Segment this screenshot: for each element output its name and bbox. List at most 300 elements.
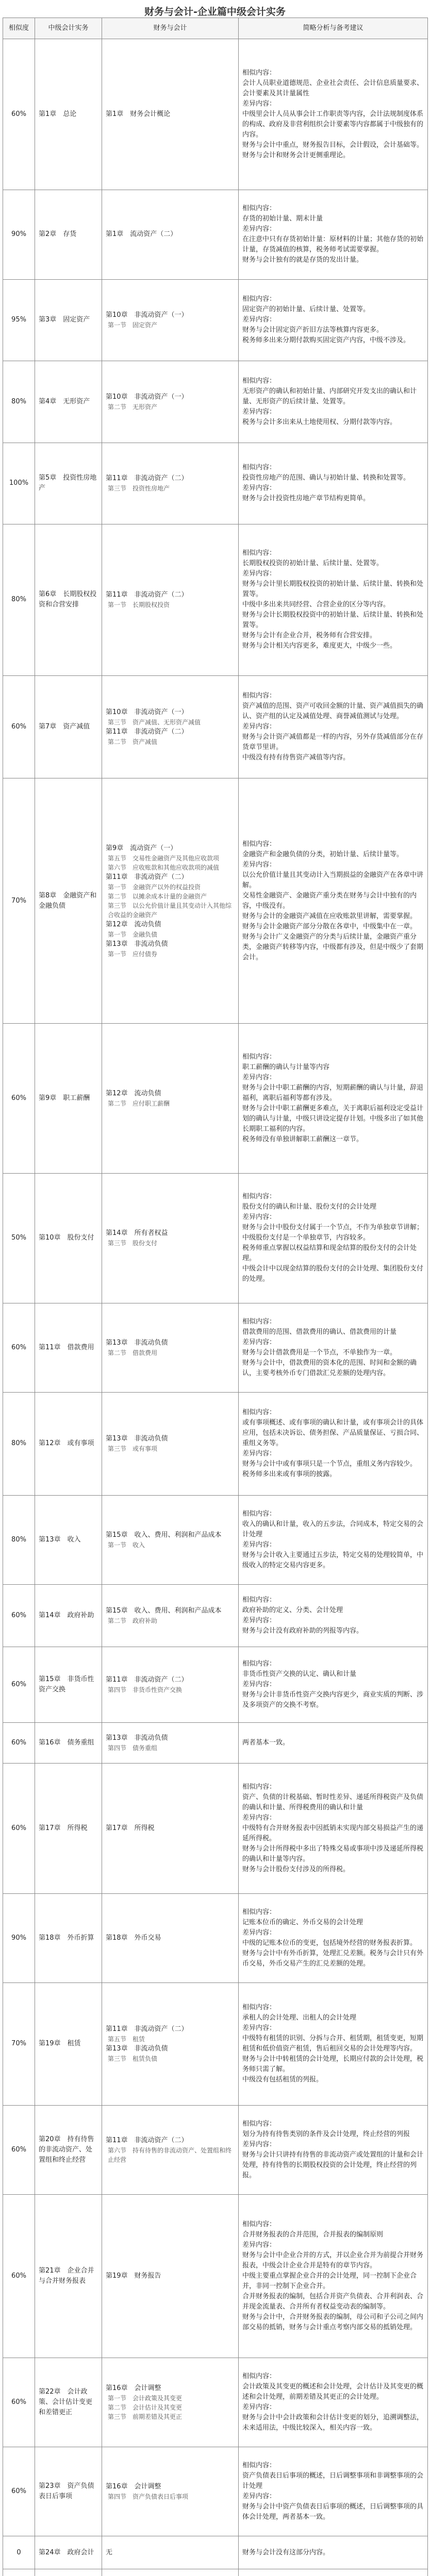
analysis-cell bbox=[239, 1023, 428, 1173]
finance-chapter-line: 第15章 收入、费用、利润和产品成本 bbox=[106, 1607, 222, 1615]
analysis-line: 财务与会计中会计政策和会计估计变更的划分，追溯调整法，未来适用法，中级比较深入，相关内容一致。 bbox=[242, 2414, 424, 2432]
page-title: 财务与会计-企业篇中级会计实务 bbox=[144, 6, 286, 18]
analysis-line: 相似内容： bbox=[242, 2221, 276, 2229]
finance-chapter-line: 第二节 以摊余成本计量的金融资产 bbox=[108, 892, 207, 900]
analysis-line: 差异内容： bbox=[242, 225, 276, 233]
finance-chapter-cell bbox=[102, 778, 239, 1024]
finance-chapter-line: 第二节 应付职工薪酬 bbox=[108, 1099, 170, 1107]
finance-chapter-cell bbox=[102, 1023, 239, 1173]
analysis-line: 相似内容： bbox=[242, 2462, 276, 2470]
finance-chapter-line: 第二节 资产减值 bbox=[108, 738, 158, 745]
analysis-line: 相似内容： bbox=[242, 1053, 276, 1061]
analysis-line: 财务与会计中企业合并的方式，并以企业合并为前提合并财务报表，中级会计企业合并是特有的章节内容。 bbox=[242, 2251, 424, 2270]
similarity-cell: 50% bbox=[3, 1173, 35, 1303]
analysis-line: 中级没有持有待售资产减值等内容。 bbox=[242, 753, 350, 761]
chapter-cell: 第13章 收入 bbox=[35, 1495, 102, 1584]
analysis-cell bbox=[239, 361, 428, 443]
analysis-line: 税务师多出来分期付款购买固定资产内容，中级不涉及。 bbox=[242, 336, 410, 345]
analysis-line: 财务与会计只讲持有待售的非流动资产或处置组的计量和会计处理，持有待售的长期股权投资的会计处理，终止经营的列报。 bbox=[242, 2150, 424, 2179]
analysis-line: 相似内容： bbox=[242, 1908, 276, 1916]
finance-chapter-line: 第13章 非流动负债 bbox=[106, 940, 168, 948]
analysis-line: 税务师重点掌握以权益结算和现金结算的股份支付的会计处理。 bbox=[242, 1244, 417, 1263]
finance-chapter-line: 第10章 非流动资产（一） bbox=[106, 311, 188, 319]
analysis-line: 中级没有包括租赁的列报。 bbox=[242, 2076, 323, 2084]
finance-chapter-line: 第16章 会计调整 bbox=[106, 2483, 161, 2491]
finance-chapter-line: 第三节 或有事项 bbox=[108, 1445, 158, 1453]
table-row bbox=[3, 1303, 428, 1393]
finance-chapter-line: 第三节 租赁负债 bbox=[108, 2055, 158, 2063]
analysis-cell bbox=[239, 1764, 428, 1893]
analysis-line: 差异内容： bbox=[242, 1338, 276, 1347]
similarity-cell: 60% bbox=[3, 1303, 35, 1393]
analysis-line: 相似内容： bbox=[242, 1318, 276, 1326]
analysis-line: 相似内容： bbox=[242, 1783, 276, 1791]
similarity-cell: 60% bbox=[3, 2194, 35, 2358]
analysis-line: 财务与会计股份支付涉及的所得税。 bbox=[242, 1866, 350, 1874]
analysis-line: 财务与会计固定资产折旧方法等核算内容更多。 bbox=[242, 326, 384, 334]
analysis-line: 财务与会计投资性房地产章节结构更简单。 bbox=[242, 495, 370, 503]
finance-chapter-line: 第11章 非流动资产（二） bbox=[106, 727, 188, 736]
analysis-line: 中级的记账本位币的变更，包括境外经营的财务报表折算。 bbox=[242, 1939, 417, 1947]
analysis-line: 财务与会计资产减值都是一样的内容，另外存货减值部分在存货章节里讲。 bbox=[242, 733, 424, 751]
table-body bbox=[3, 39, 428, 2576]
finance-chapter-line: 第9章 流动资产（一） bbox=[106, 844, 177, 852]
analysis-cell bbox=[239, 2358, 428, 2447]
analysis-line: 差异内容： bbox=[242, 570, 276, 578]
table-row bbox=[3, 1495, 428, 1584]
chapter-cell: 第15章 非货币性资产交换 bbox=[35, 1647, 102, 1723]
finance-chapter-line: 第13章 非流动负债 bbox=[106, 2045, 168, 2053]
analysis-line: 差异内容： bbox=[242, 2241, 276, 2249]
analysis-line: 财务与会计中职工薪酬的内容，短期薪酬的确认与计量，辞退福利，离职后福利等都有涉及。 bbox=[242, 1083, 424, 1102]
analysis-line: 财务与会计中，合并财务报表的编制，母公司和子公司之间内部交易的抵销，财务与会计重点考察内部交易的抵销处理。 bbox=[242, 2313, 424, 2332]
finance-chapter-line: 第19章 财务报告 bbox=[106, 2272, 161, 2280]
analysis-line: 财务与会计和财务会计更侧重理论。 bbox=[242, 151, 350, 160]
finance-chapter-line: 第13章 非流动负债 bbox=[106, 1435, 168, 1443]
analysis-cell bbox=[239, 39, 428, 190]
analysis-line: 两者基本一致。 bbox=[242, 1739, 290, 1747]
analysis-line: 财务与会计中重点，财务报告目标，会计假设，会计基础等。 bbox=[242, 141, 424, 149]
finance-chapter-line: 第一节 长期股权投资 bbox=[108, 601, 170, 609]
analysis-line: 相似内容： bbox=[242, 1193, 276, 1201]
analysis-line: 差异内容： bbox=[242, 1450, 276, 1458]
finance-chapter-line: 第三节 以公允价值计量且其变动计入其他综合收益的金融资产 bbox=[108, 902, 232, 919]
header-analysis: 简略分析与备考建议 bbox=[239, 18, 428, 39]
analysis-line: 资产负债表日后事项的概述，日后调整事项和非调整事项的会计处理 bbox=[242, 2472, 424, 2490]
analysis-line: 相似内容： bbox=[242, 2372, 276, 2381]
analysis-line: 差异内容： bbox=[242, 100, 276, 108]
table-row bbox=[3, 190, 428, 279]
finance-chapter-cell bbox=[102, 2536, 239, 2569]
analysis-line: 财务与会计中职工薪酬更多难点，关于离职后福利设定受益计划的确认与计量，中级只讲设定提存计划。中级多出了如其他长期职工福利的内容。 bbox=[242, 1104, 424, 1133]
analysis-line: 财务与会计中或有事项只是一个节点，重组义务内容较少。 bbox=[242, 1460, 417, 1468]
analysis-line: 税务师多出来或有事项的披露。 bbox=[242, 1470, 337, 1479]
similarity-cell: 60% bbox=[3, 1647, 35, 1723]
comparison-table bbox=[3, 18, 428, 2576]
analysis-line: 财务与会计有企业合并，税务师有合营安排。 bbox=[242, 632, 377, 640]
similarity-cell: 60% bbox=[3, 1723, 35, 1764]
chapter-cell: 第23章 资产负债表日后事项 bbox=[35, 2447, 102, 2536]
table-row bbox=[3, 524, 428, 675]
analysis-cell bbox=[239, 1393, 428, 1496]
finance-chapter-line: 第六节 持有待售的非流动资产、处置组和终止经营 bbox=[108, 2146, 232, 2163]
analysis-line: 财务与会计没有政府补助的列报等内容。 bbox=[242, 1627, 363, 1635]
analysis-cell bbox=[239, 524, 428, 675]
analysis-line: 差异内容： bbox=[242, 722, 276, 731]
analysis-line: 差异内容： bbox=[242, 1928, 276, 1937]
analysis-cell bbox=[239, 2105, 428, 2194]
analysis-line: 无形资产的确认和初始计量、内部研究开发支出的确认和计量、无形资产的后续计量、处置等。 bbox=[242, 387, 417, 405]
analysis-cell bbox=[239, 443, 428, 524]
analysis-line: 差异内容： bbox=[242, 408, 276, 416]
analysis-line: 差异内容： bbox=[242, 484, 276, 493]
analysis-cell bbox=[239, 1303, 428, 1393]
analysis-line: 相似内容： bbox=[242, 205, 276, 213]
analysis-line: 相似内容： bbox=[242, 1409, 276, 1417]
similarity-cell: 80% bbox=[3, 1495, 35, 1584]
finance-chapter-line: 第一节 会计政策及其变更 bbox=[108, 2395, 183, 2402]
analysis-line: 长期股权投资的初始计量、后续计量、处置等。 bbox=[242, 560, 384, 568]
analysis-line: 或有事项概述、或有事项的确认和计量，或有事项会计的具体应用，包括未决诉讼、债务担保、产品质量保证、亏损合同、重组义务等。 bbox=[242, 1419, 424, 1448]
finance-chapter-line: 第二节 会计估计及其变更 bbox=[108, 2404, 183, 2412]
analysis-line: 差异内容： bbox=[242, 1814, 276, 1822]
analysis-cell bbox=[239, 279, 428, 361]
analysis-line: 收入的确认和计量，收入的五步法，合同成本，特定交易的会计处理 bbox=[242, 1520, 424, 1538]
analysis-line: 财务与会计中转租赁的会计处理，长期应付款的会计处理，税务师只需了解。 bbox=[242, 2055, 424, 2074]
chapter-cell bbox=[35, 2569, 102, 2576]
table-header-row bbox=[3, 18, 428, 39]
finance-chapter-cell bbox=[102, 1723, 239, 1764]
analysis-cell bbox=[239, 1173, 428, 1303]
finance-chapter-line: 第11章 非流动资产（二） bbox=[106, 2025, 188, 2033]
table-row bbox=[3, 1982, 428, 2105]
finance-chapter-line: 第二节 借款费用 bbox=[108, 1349, 158, 1357]
analysis-line: 相似内容： bbox=[242, 295, 276, 303]
chapter-cell: 第14章 政府补助 bbox=[35, 1584, 102, 1647]
finance-chapter-line: 第18章 外币交易 bbox=[106, 1934, 161, 1942]
finance-chapter-line: 第11章 非流动资产（二） bbox=[106, 591, 188, 599]
table-row bbox=[3, 361, 428, 443]
similarity-cell: 100% bbox=[3, 443, 35, 524]
analysis-line: 在注意中只有存货初始计量：原材料的计量；其他存货的初始计量，存货减值的核算，税务师考试需要掌握。 bbox=[242, 235, 424, 254]
finance-chapter-line: 第13章 非流动负债 bbox=[106, 1339, 168, 1347]
finance-chapter-line: 第17章 所得税 bbox=[106, 1824, 155, 1833]
analysis-line: 相似内容： bbox=[242, 464, 276, 472]
finance-chapter-line: 无 bbox=[106, 2548, 113, 2556]
analysis-line: 差异内容： bbox=[242, 1681, 276, 1689]
similarity-cell: 60% bbox=[3, 2105, 35, 2194]
analysis-cell bbox=[239, 1723, 428, 1764]
finance-chapter-cell bbox=[102, 2105, 239, 2194]
table-row bbox=[3, 2536, 428, 2569]
finance-chapter-cell bbox=[102, 1982, 239, 2105]
chapter-cell: 第3章 固定资产 bbox=[35, 279, 102, 361]
analysis-line: 差异内容： bbox=[242, 1213, 276, 1222]
table-row bbox=[3, 1393, 428, 1496]
analysis-line: 财务与会计非货币性资产交换内容更少，商业实质的判断、涉及多项资产的交换不考察。 bbox=[242, 1691, 424, 1709]
finance-chapter-line: 第一节 金融资产以外的权益投资 bbox=[108, 883, 201, 891]
analysis-line: 财务与会计里长期股权投资的初始计量、后续计量、转换和处置等。 bbox=[242, 580, 424, 599]
analysis-cell bbox=[239, 2447, 428, 2536]
analysis-line: 非货币性资产交换的认定、确认和计量 bbox=[242, 1670, 357, 1679]
similarity-cell: 80% bbox=[3, 1393, 35, 1496]
finance-chapter-cell bbox=[102, 1303, 239, 1393]
similarity-cell: 80% bbox=[3, 361, 35, 443]
analysis-line: 中级特有租赁的识别、分拆与合并、租赁期，租赁变更，短期租赁和低价值资产租赁，售后租回交易的会计处理等内容。 bbox=[242, 2035, 424, 2053]
analysis-line: 交易性金融资产、金融资产重分类在财务与会计中独有的内容，中级没有。 bbox=[242, 891, 417, 910]
analysis-line: 股份支付的确认和计量、股份支付的会计处理 bbox=[242, 1203, 377, 1211]
similarity-cell: 60% bbox=[3, 1764, 35, 1893]
finance-chapter-cell bbox=[102, 524, 239, 675]
analysis-line: 财务与会计中，借款费用的资本化的范围、时间和金额的确认，主要考核外币专门借款汇兑差额的处理内容。 bbox=[242, 1359, 417, 1378]
finance-chapter-cell bbox=[102, 2447, 239, 2536]
table-row bbox=[3, 675, 428, 778]
chapter-cell: 第18章 外币折算 bbox=[35, 1893, 102, 1982]
finance-chapter-cell bbox=[102, 190, 239, 279]
similarity-cell: 70% bbox=[3, 1982, 35, 2105]
analysis-line: 财务与会计收入主要通过五步法，特定交易的处理较简单，中级收入的特定交易内容更多。 bbox=[242, 1551, 424, 1569]
finance-chapter-line: 第一节 金融负债 bbox=[108, 930, 158, 938]
analysis-line: 资产、负债的计税基础、暂时性差异、递延所得税资产及负债的确认和计量、所得税费用的确认和计量 bbox=[242, 1793, 424, 1812]
analysis-line: 财务与会计中股份支付属于一个节点，不作为单独章节讲解；中级股份支付是一个单独章节，内容较多。 bbox=[242, 1224, 424, 1242]
similarity-cell: 80% bbox=[3, 524, 35, 675]
table-row bbox=[3, 1764, 428, 1893]
analysis-line: 相似内容： bbox=[242, 549, 276, 557]
chapter-cell: 第6章 长期股权投资和合营安排 bbox=[35, 524, 102, 675]
similarity-cell bbox=[3, 2569, 35, 2576]
finance-chapter-line: 第11章 非流动资产（二） bbox=[106, 873, 188, 881]
finance-chapter-line: 第12章 流动负债 bbox=[106, 920, 161, 928]
analysis-line: 承租人的会计处理、出租人的会计处理 bbox=[242, 2014, 357, 2022]
finance-chapter-line: 第三节 股份支付 bbox=[108, 1240, 158, 1247]
finance-chapter-line: 第16章 会计调整 bbox=[106, 2384, 161, 2393]
finance-chapter-line: 第14章 所有者权益 bbox=[106, 1229, 168, 1238]
similarity-cell: 0 bbox=[3, 2536, 35, 2569]
finance-chapter-line: 第三节 投资性房地产 bbox=[108, 485, 170, 493]
table-row bbox=[3, 2105, 428, 2194]
finance-chapter-line: 第四节 资产负债表日后事项 bbox=[108, 2493, 189, 2501]
analysis-line: 财务与会计借款费用是一个节点，不单独作为一章。 bbox=[242, 1349, 397, 1357]
analysis-line: 以公允价值计量且其变动计入当期损益的金融资产在各章中讲解。 bbox=[242, 871, 424, 889]
analysis-line: 差异内容： bbox=[242, 2024, 276, 2032]
chapter-cell: 第22章 会计政策、会计估计变更和差错更正 bbox=[35, 2358, 102, 2447]
finance-chapter-cell bbox=[102, 1495, 239, 1584]
analysis-cell bbox=[239, 2569, 428, 2576]
analysis-line: 相似内容： bbox=[242, 1660, 276, 1668]
analysis-line: 相似内容： bbox=[242, 691, 276, 700]
analysis-line: 固定资产的初始计量、后续计量、处置等。 bbox=[242, 306, 370, 314]
analysis-cell bbox=[239, 190, 428, 279]
similarity-cell: 60% bbox=[3, 1023, 35, 1173]
chapter-cell: 第4章 无形资产 bbox=[35, 361, 102, 443]
finance-chapter-line: 第12章 流动负债 bbox=[106, 1089, 161, 1097]
finance-chapter-line: 第三节 前期差错及其更正 bbox=[108, 2413, 183, 2421]
finance-chapter-line: 第11章 非流动资产（二） bbox=[106, 2136, 188, 2144]
table-row bbox=[3, 443, 428, 524]
finance-chapter-line: 第五节 租赁 bbox=[108, 2036, 145, 2043]
finance-chapter-line: 第一节 收入 bbox=[108, 1541, 145, 1549]
analysis-line: 相似内容： bbox=[242, 69, 276, 77]
analysis-line: 税务师没有单独讲解职工薪酬这一章节。 bbox=[242, 1135, 363, 1143]
analysis-line: 相似内容： bbox=[242, 1596, 276, 1604]
chapter-cell: 第1章 总论 bbox=[35, 39, 102, 190]
finance-chapter-line: 第四节 债务重组 bbox=[108, 1744, 158, 1752]
chapter-cell: 第24章 政府会计 bbox=[35, 2536, 102, 2569]
finance-chapter-cell bbox=[102, 361, 239, 443]
analysis-line: 会计人员职业道德规范、企业社会责任、会计信息质量要求、会计要素及其计量属性 bbox=[242, 79, 424, 98]
finance-chapter-cell bbox=[102, 1173, 239, 1303]
table-row bbox=[3, 1173, 428, 1303]
finance-chapter-line: 第11章 非流动资产（二） bbox=[106, 474, 188, 483]
analysis-line: 资产减值的范围、资产可收回金额的计量、资产减值损失的确认、资产组的认定及减值处理、商誉减值测试与处理。 bbox=[242, 702, 424, 720]
table-row bbox=[3, 39, 428, 190]
analysis-line: 财务与会计的金融资产减值在应收账款里讲解，需要掌握。 bbox=[242, 912, 417, 920]
chapter-cell: 第20章 持有待售的非流动资产、处置组和终止经营 bbox=[35, 2105, 102, 2194]
analysis-line: 相似内容： bbox=[242, 1510, 276, 1518]
analysis-line: 合并财务报表的合并范围，合并报表的编制原则 bbox=[242, 2231, 384, 2239]
similarity-cell: 95% bbox=[3, 279, 35, 361]
analysis-cell bbox=[239, 1495, 428, 1584]
finance-chapter-cell bbox=[102, 2569, 239, 2576]
finance-chapter-cell bbox=[102, 1764, 239, 1893]
analysis-line: 差异内容： bbox=[242, 316, 276, 324]
analysis-cell bbox=[239, 1647, 428, 1723]
analysis-line: 财务与会计中有外币折算，处理汇兑差额。税务与会计只有外币交易，外币交易产生的汇兑差额的处理。 bbox=[242, 1949, 424, 1968]
finance-chapter-line: 第13章 非流动负债 bbox=[106, 1734, 168, 1742]
analysis-line: 差异内容： bbox=[242, 860, 276, 869]
analysis-line: 中级特有合并财务报表中因抵销未实现内部交易损益产生的递延所得税。 bbox=[242, 1824, 424, 1843]
table-row bbox=[3, 279, 428, 361]
analysis-line: 相似内容： bbox=[242, 377, 276, 385]
chapter-cell: 第21章 企业合并与合并财务报表 bbox=[35, 2194, 102, 2358]
finance-chapter-line: 第15章 收入、费用、利润和产品成本 bbox=[106, 1531, 222, 1539]
similarity-cell: 90% bbox=[3, 1893, 35, 1982]
analysis-cell bbox=[239, 675, 428, 778]
finance-chapter-line: 第11章 非流动资产（二） bbox=[106, 1676, 188, 1684]
finance-chapter-cell bbox=[102, 279, 239, 361]
analysis-cell bbox=[239, 2194, 428, 2358]
analysis-line: 财务与会计所得税中多出了特殊交易或事项中涉及递延所得税的确认和计量等内容。 bbox=[242, 1845, 424, 1863]
analysis-line: 财务与会计广义金融资产的分类与后续计量，金融资产重分类，金融资产转移等内容，中级都有涉及，但是中级少了套期会计。 bbox=[242, 933, 424, 961]
finance-chapter-line: 第三节 资产减值、无形资产减值 bbox=[108, 718, 201, 726]
chapter-cell: 第17章 所得税 bbox=[35, 1764, 102, 1893]
table-row bbox=[3, 2194, 428, 2358]
analysis-line: 存货的初始计量、期末计量 bbox=[242, 215, 323, 223]
analysis-cell bbox=[239, 1584, 428, 1647]
analysis-line: 财务与会计金融资产部分分散在各章中，中级集中在一章。 bbox=[242, 922, 417, 930]
analysis-line: 财务与会计中资产负债表日后事项的概述，日后调整事项的具体会计处理，两者基本一致。 bbox=[242, 2503, 424, 2521]
chapter-cell: 第11章 借款费用 bbox=[35, 1303, 102, 1393]
similarity-cell: 60% bbox=[3, 2447, 35, 2536]
finance-chapter-cell bbox=[102, 443, 239, 524]
analysis-line: 借款费用的范围、借款费用的确认、借款费用的计量 bbox=[242, 1328, 397, 1336]
analysis-line: 中级中多出来共同经营、合营企业的区分等内容。 bbox=[242, 601, 390, 609]
finance-chapter-cell bbox=[102, 1584, 239, 1647]
finance-chapter-line: 第一节 固定资产 bbox=[108, 321, 158, 329]
finance-chapter-line: 第一节 应付债券 bbox=[108, 950, 158, 958]
table-row bbox=[3, 2569, 428, 2576]
analysis-line: 财务与会计相关内容更多，难度更大，中级少一些。 bbox=[242, 642, 397, 650]
analysis-line: 划分为持有待售类别的条件及会计处理，终止经营的列报 bbox=[242, 2130, 410, 2138]
analysis-cell bbox=[239, 1893, 428, 1982]
finance-chapter-line: 第10章 非流动资产（一） bbox=[106, 708, 188, 716]
chapter-cell: 第7章 资产减值 bbox=[35, 675, 102, 778]
finance-chapter-cell bbox=[102, 1893, 239, 1982]
finance-chapter-cell bbox=[102, 1393, 239, 1496]
table-row bbox=[3, 2447, 428, 2536]
header-intermediate-accounting: 中级会计实务 bbox=[35, 18, 102, 39]
analysis-line: 差异内容： bbox=[242, 1540, 276, 1549]
analysis-line: 金融资产和金融负债的分类，初始计量、后续计量等。 bbox=[242, 850, 404, 858]
analysis-line: 合并财务报表的编制，包括合并资产负债表、合并利润表、合并现金流量表、合并所有者权益变动表的编制等。 bbox=[242, 2293, 424, 2311]
analysis-line: 差异内容： bbox=[242, 1617, 276, 1625]
chapter-cell: 第8章 金融资产和金融负债 bbox=[35, 778, 102, 1024]
table-row bbox=[3, 1647, 428, 1723]
analysis-line: 中级会计中以现金结算的股份支付的会计处理、集团股份支付的处理。 bbox=[242, 1265, 424, 1283]
analysis-line: 投资性房地产的范围、确认与初始计量、转换和处置等。 bbox=[242, 474, 410, 482]
analysis-cell bbox=[239, 778, 428, 1024]
similarity-cell: 60% bbox=[3, 2358, 35, 2447]
chapter-cell: 第16章 债务重组 bbox=[35, 1723, 102, 1764]
similarity-cell: 90% bbox=[3, 190, 35, 279]
chapter-cell: 第12章 或有事项 bbox=[35, 1393, 102, 1496]
finance-chapter-cell bbox=[102, 2194, 239, 2358]
finance-chapter-cell bbox=[102, 2358, 239, 2447]
analysis-line: 相似内容： bbox=[242, 2120, 276, 2128]
finance-chapter-cell bbox=[102, 1647, 239, 1723]
chapter-cell: 第19章 租赁 bbox=[35, 1982, 102, 2105]
header-similarity: 相似度 bbox=[3, 18, 35, 39]
analysis-line: 差异内容： bbox=[242, 1073, 276, 1081]
analysis-line: 税务与会计多出来从土地使用权、分期付款等内容。 bbox=[242, 418, 397, 426]
finance-chapter-line: 第1章 流动资产（二） bbox=[106, 230, 177, 239]
analysis-line: 财务与会计没有这部分内容。 bbox=[242, 2548, 330, 2556]
analysis-line: 职工薪酬的确认与计量等内容 bbox=[242, 1063, 330, 1071]
finance-chapter-cell bbox=[102, 39, 239, 190]
finance-chapter-line: 第四节 非货币性资产交换 bbox=[108, 1686, 183, 1694]
finance-chapter-line: 第二节 政府补助 bbox=[108, 1617, 158, 1625]
finance-chapter-line: 第二节 无形资产 bbox=[108, 403, 158, 411]
chapter-cell: 第5章 投资性房地产 bbox=[35, 443, 102, 524]
analysis-line: 差异内容： bbox=[242, 2493, 276, 2501]
analysis-cell bbox=[239, 1982, 428, 2105]
table-row bbox=[3, 1893, 428, 1982]
analysis-line: 财务与会计长期股权投资中的初始计量、后续计量、转换和处置等。 bbox=[242, 611, 424, 630]
analysis-line: 记账本位币的确定、外币交易的会计处理 bbox=[242, 1918, 363, 1926]
analysis-line: 差异内容： bbox=[242, 2140, 276, 2148]
finance-chapter-line: 第五节 交易性金融资产及其他应收款项 bbox=[108, 854, 220, 862]
analysis-line: 会计政策及其变更的概述和会计处理，会计估计及其变更的概述和会计处理，前期差错及其更正的会计处理。 bbox=[242, 2383, 424, 2401]
similarity-cell: 60% bbox=[3, 39, 35, 190]
similarity-cell: 70% bbox=[3, 778, 35, 1024]
chapter-cell: 第10章 股份支付 bbox=[35, 1173, 102, 1303]
table-row bbox=[3, 1584, 428, 1647]
table-row bbox=[3, 2358, 428, 2447]
analysis-line: 中级主要重点掌握企业合并的会计处理，同一控制下企业合并，非同一控制下企业合并。 bbox=[242, 2272, 417, 2291]
finance-chapter-line: 第10章 非流动资产（一） bbox=[106, 393, 188, 401]
similarity-cell: 60% bbox=[3, 1584, 35, 1647]
chapter-cell: 第9章 职工薪酬 bbox=[35, 1023, 102, 1173]
analysis-line: 差异内容： bbox=[242, 2403, 276, 2412]
analysis-line: 政府补助的定义、分类、会计处理 bbox=[242, 1606, 343, 1615]
header-finance-accounting: 财务与会计 bbox=[102, 18, 239, 39]
finance-chapter-line: 第六节 应收账款和其他应收款项的减值 bbox=[108, 863, 220, 871]
analysis-line: 财务与会计独有的就是存货的发出计量。 bbox=[242, 256, 363, 264]
finance-chapter-cell bbox=[102, 675, 239, 778]
analysis-line: 中级里会计人员从事会计工作职责等内容，会计法规制度体系的构成、政府及非营利组织会计要素等内容都属于中级独有的内容。 bbox=[242, 110, 424, 139]
table-row bbox=[3, 778, 428, 1024]
table-row bbox=[3, 1023, 428, 1173]
